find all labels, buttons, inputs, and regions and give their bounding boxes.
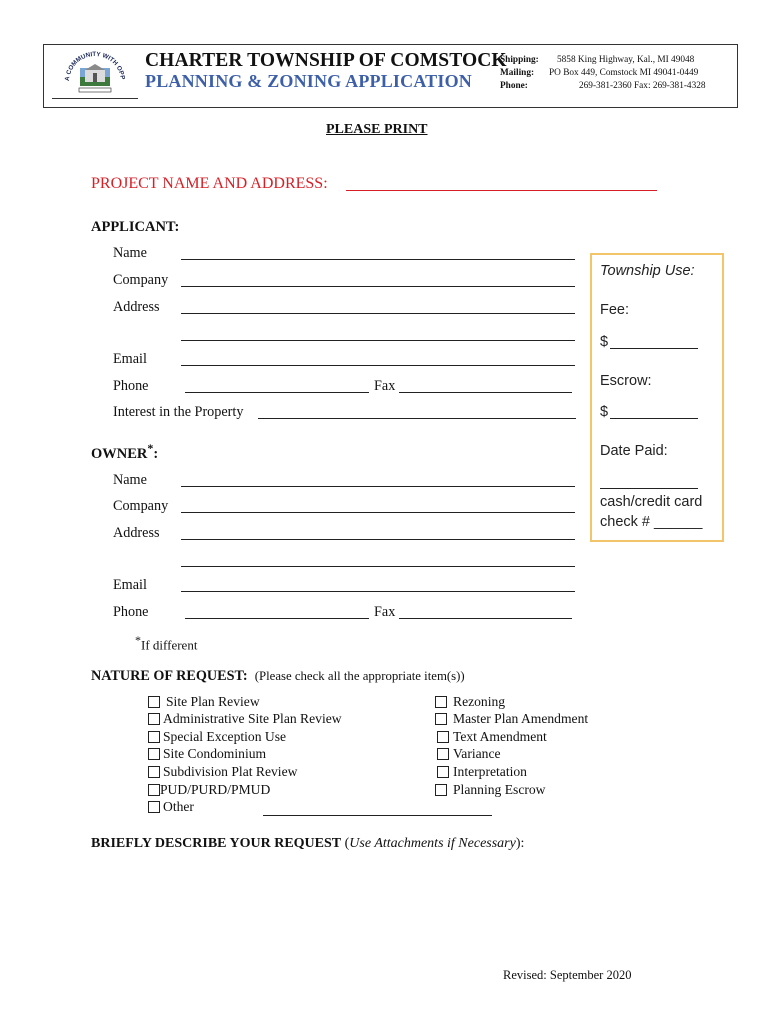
application-title: PLANNING & ZONING APPLICATION — [145, 71, 472, 91]
text-amendment-label: Text Amendment — [453, 729, 547, 744]
township-use-title: Township Use: — [600, 263, 695, 279]
other-label: Other — [163, 799, 194, 814]
mailing-label: Mailing: — [500, 68, 535, 78]
owner-asterisk: * — [147, 441, 154, 455]
owner-fax-label: Fax — [374, 604, 396, 620]
owner-company-field[interactable] — [181, 512, 575, 513]
admin-site-plan-review-label: Administrative Site Plan Review — [163, 711, 342, 726]
check-number-label: check # ______ — [600, 514, 703, 530]
applicant-name-label: Name — [113, 245, 147, 261]
checkbox-site-plan-review[interactable] — [148, 696, 160, 708]
phone-value: 269-381-2360 Fax: 269-381-4328 — [579, 81, 706, 91]
describe-request-heading: BRIEFLY DESCRIBE YOUR REQUEST (Use Attachments if Necessary): — [91, 836, 525, 851]
project-name-label: PROJECT NAME AND ADDRESS: — [91, 175, 328, 192]
applicant-fax-label: Fax — [374, 378, 396, 394]
logo-rule — [52, 98, 138, 99]
interest-label: Interest in the Property — [113, 404, 244, 420]
owner-footnote: *If different — [135, 633, 198, 653]
shipping-label: Shipping: — [500, 55, 539, 65]
checkbox-pud[interactable] — [148, 784, 160, 796]
site-plan-review-label: Site Plan Review — [166, 694, 260, 709]
owner-name-label: Name — [113, 472, 147, 488]
escrow-label: Escrow: — [600, 373, 652, 389]
footnote-asterisk: * — [135, 633, 141, 647]
applicant-phone-field[interactable] — [185, 392, 369, 393]
applicant-address-field-2[interactable] — [181, 340, 575, 341]
owner-address-label: Address — [113, 525, 160, 541]
variance-label: Variance — [453, 746, 501, 761]
owner-address-field[interactable] — [181, 539, 575, 540]
applicant-name-field[interactable] — [181, 259, 575, 260]
date-paid-field[interactable] — [600, 488, 698, 489]
fee-dollar-sign: $ — [600, 334, 609, 350]
mailing-value: PO Box 449, Comstock MI 49041-0449 — [549, 68, 699, 78]
project-name-field[interactable] — [346, 190, 657, 191]
checkbox-master-plan-amendment[interactable] — [435, 713, 447, 725]
subdivision-plat-review-label: Subdivision Plat Review — [163, 764, 298, 779]
interest-field[interactable] — [258, 418, 576, 419]
owner-email-field[interactable] — [181, 591, 575, 592]
revised-date: Revised: September 2020 — [503, 968, 632, 982]
applicant-company-label: Company — [113, 272, 169, 288]
applicant-address-label: Address — [113, 299, 160, 315]
escrow-field[interactable] — [610, 418, 698, 419]
fee-label: Fee: — [600, 302, 630, 318]
owner-phone-label: Phone — [113, 604, 149, 620]
phone-label: Phone: — [500, 81, 528, 91]
other-field[interactable] — [263, 815, 492, 816]
master-plan-amendment-label: Master Plan Amendment — [453, 711, 589, 726]
checkbox-special-exception-use[interactable] — [148, 731, 160, 743]
checkbox-other[interactable] — [148, 801, 160, 813]
checkbox-subdivision-plat-review[interactable] — [148, 766, 160, 778]
describe-request-area[interactable] — [91, 858, 721, 958]
checkbox-planning-escrow[interactable] — [435, 784, 447, 796]
owner-fax-field[interactable] — [399, 618, 572, 619]
applicant-phone-label: Phone — [113, 378, 149, 394]
org-name: CHARTER TOWNSHIP OF COMSTOCK — [145, 50, 507, 71]
escrow-dollar-sign: $ — [600, 404, 609, 420]
township-logo — [55, 48, 135, 98]
owner-email-label: Email — [113, 577, 147, 593]
pud-label: PUD/PURD/PMUD — [160, 782, 271, 797]
nature-of-request-heading: NATURE OF REQUEST: (Please check all the appropriate item(s)) — [91, 668, 465, 684]
checkbox-interpretation[interactable] — [437, 766, 449, 778]
owner-address-field-2[interactable] — [181, 566, 575, 567]
shipping-value: 5858 King Highway, Kal., MI 49048 — [557, 55, 695, 65]
applicant-company-field[interactable] — [181, 286, 575, 287]
rezoning-label: Rezoning — [453, 694, 506, 709]
checkbox-site-condominium[interactable] — [148, 748, 160, 760]
applicant-address-field[interactable] — [181, 313, 575, 314]
payment-method-label: cash/credit card — [600, 494, 703, 510]
owner-company-label: Company — [113, 498, 169, 514]
special-exception-use-label: Special Exception Use — [163, 729, 287, 744]
planning-escrow-label: Planning Escrow — [453, 782, 546, 797]
date-paid-label: Date Paid: — [600, 443, 668, 459]
owner-name-field[interactable] — [181, 486, 575, 487]
checkbox-rezoning[interactable] — [435, 696, 447, 708]
checkbox-text-amendment[interactable] — [437, 731, 449, 743]
owner-heading: OWNER*: — [91, 441, 159, 462]
applicant-email-label: Email — [113, 351, 147, 367]
checkbox-admin-site-plan-review[interactable] — [148, 713, 160, 725]
applicant-email-field[interactable] — [181, 365, 575, 366]
logo-arc-text: A COMMUNITY WITH OPP — [63, 50, 126, 82]
please-print-heading: PLEASE PRINT — [326, 122, 428, 137]
applicant-heading: APPLICANT: — [91, 219, 180, 235]
fee-field[interactable] — [610, 348, 698, 349]
interpretation-label: Interpretation — [453, 764, 527, 779]
owner-phone-field[interactable] — [185, 618, 369, 619]
applicant-fax-field[interactable] — [399, 392, 572, 393]
checkbox-variance[interactable] — [437, 748, 449, 760]
site-condominium-label: Site Condominium — [163, 746, 267, 761]
